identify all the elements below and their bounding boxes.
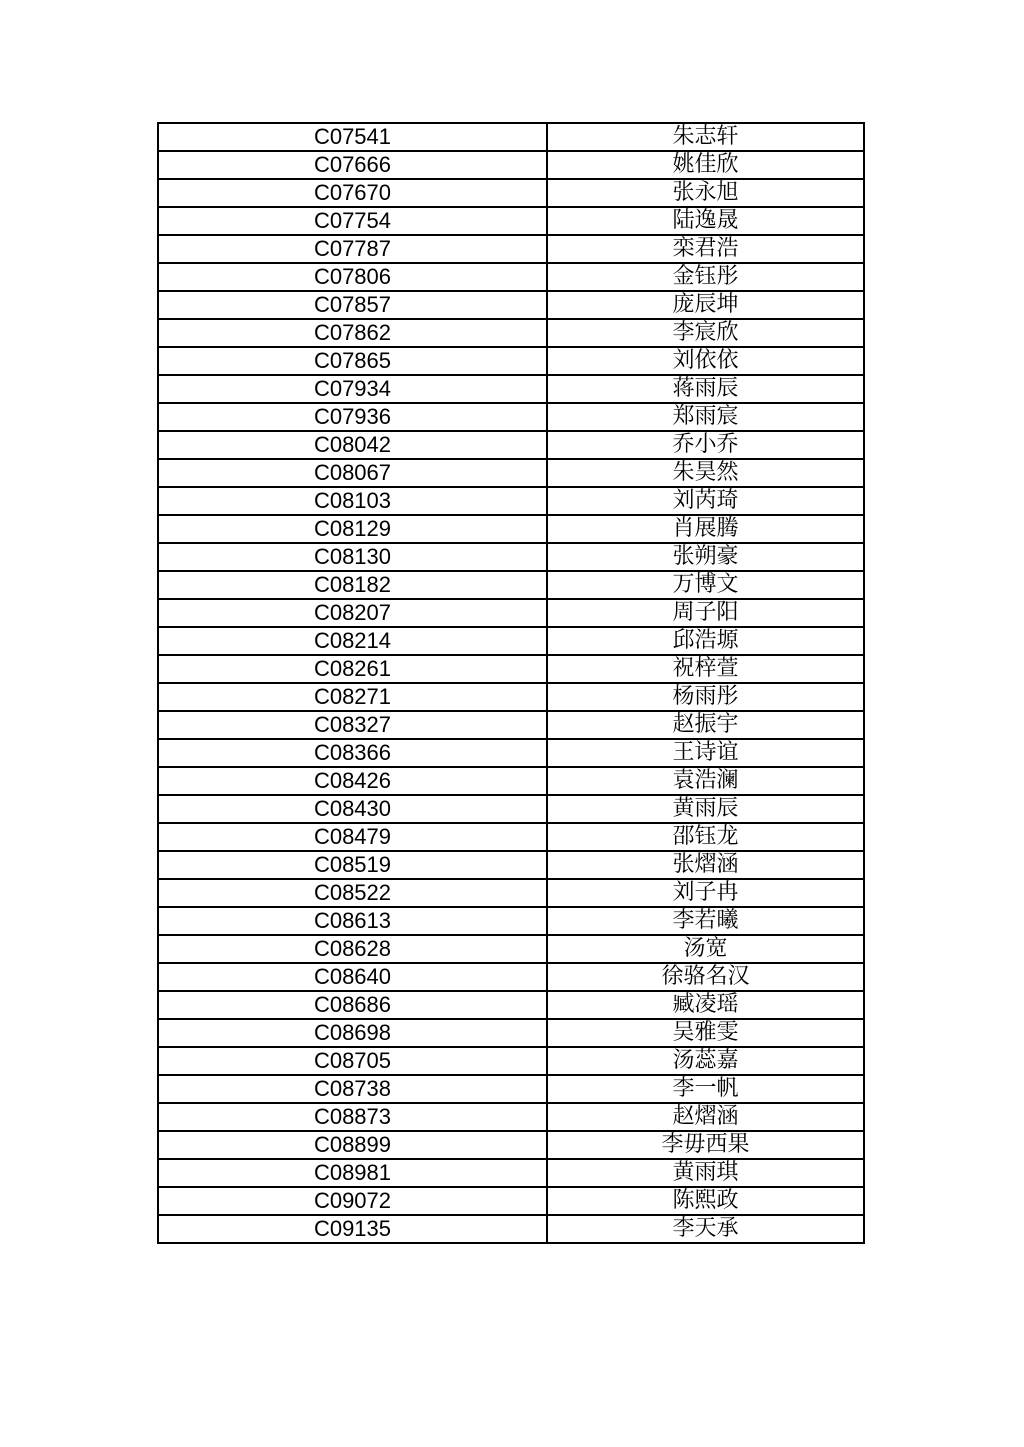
name-cell: 刘依依 xyxy=(547,347,864,375)
id-cell: C08738 xyxy=(158,1075,547,1103)
name-cell: 杨雨彤 xyxy=(547,683,864,711)
name-cell: 金钰彤 xyxy=(547,263,864,291)
name-cell: 万博文 xyxy=(547,571,864,599)
table-row xyxy=(158,291,864,319)
table-row xyxy=(158,655,864,683)
id-cell: C08042 xyxy=(158,431,547,459)
name-cell: 赵振宇 xyxy=(547,711,864,739)
name-cell: 李天承 xyxy=(547,1215,864,1243)
id-cell: C09135 xyxy=(158,1215,547,1243)
name-cell: 周子阳 xyxy=(547,599,864,627)
table-row xyxy=(158,739,864,767)
table-row xyxy=(158,1131,864,1159)
id-cell: C08067 xyxy=(158,459,547,487)
id-cell: C08698 xyxy=(158,1019,547,1047)
table-row xyxy=(158,403,864,431)
name-cell: 庞辰坤 xyxy=(547,291,864,319)
name-cell: 李若曦 xyxy=(547,907,864,935)
table-row xyxy=(158,179,864,207)
id-cell: C08640 xyxy=(158,963,547,991)
id-cell: C08899 xyxy=(158,1131,547,1159)
table-row xyxy=(158,487,864,515)
table-row xyxy=(158,263,864,291)
id-cell: C08182 xyxy=(158,571,547,599)
table-row xyxy=(158,1187,864,1215)
name-cell: 邵钰龙 xyxy=(547,823,864,851)
name-cell: 黄雨琪 xyxy=(547,1159,864,1187)
table-row xyxy=(158,375,864,403)
name-cell: 肖展腾 xyxy=(547,515,864,543)
name-cell: 李毋西果 xyxy=(547,1131,864,1159)
table-row xyxy=(158,1075,864,1103)
id-cell: C07936 xyxy=(158,403,547,431)
table-row xyxy=(158,1159,864,1187)
table-row xyxy=(158,683,864,711)
id-cell: C09072 xyxy=(158,1187,547,1215)
table-row xyxy=(158,795,864,823)
table-row xyxy=(158,823,864,851)
id-cell: C07862 xyxy=(158,319,547,347)
table-row xyxy=(158,1215,864,1243)
name-cell: 吴雅雯 xyxy=(547,1019,864,1047)
table-row xyxy=(158,123,864,151)
roster-table xyxy=(157,122,865,1244)
table-row xyxy=(158,207,864,235)
table-row xyxy=(158,599,864,627)
name-cell: 郑雨宸 xyxy=(547,403,864,431)
name-cell: 张熠涵 xyxy=(547,851,864,879)
table-row xyxy=(158,851,864,879)
table-row xyxy=(158,347,864,375)
id-cell: C08207 xyxy=(158,599,547,627)
table-row xyxy=(158,879,864,907)
table-row xyxy=(158,543,864,571)
id-cell: C08261 xyxy=(158,655,547,683)
id-cell: C08519 xyxy=(158,851,547,879)
id-cell: C07787 xyxy=(158,235,547,263)
id-cell: C07541 xyxy=(158,123,547,151)
name-cell: 刘子冉 xyxy=(547,879,864,907)
id-cell: C08981 xyxy=(158,1159,547,1187)
id-cell: C08873 xyxy=(158,1103,547,1131)
table-row xyxy=(158,991,864,1019)
id-cell: C07857 xyxy=(158,291,547,319)
id-cell: C08705 xyxy=(158,1047,547,1075)
table-row xyxy=(158,907,864,935)
id-cell: C08613 xyxy=(158,907,547,935)
name-cell: 邱浩塬 xyxy=(547,627,864,655)
name-cell: 徐骆名汉 xyxy=(547,963,864,991)
name-cell: 姚佳欣 xyxy=(547,151,864,179)
table-row xyxy=(158,711,864,739)
id-cell: C07670 xyxy=(158,179,547,207)
name-cell: 袁浩澜 xyxy=(547,767,864,795)
id-cell: C08522 xyxy=(158,879,547,907)
id-cell: C08327 xyxy=(158,711,547,739)
table-row xyxy=(158,151,864,179)
table-row xyxy=(158,767,864,795)
name-cell: 汤宽 xyxy=(547,935,864,963)
id-cell: C08686 xyxy=(158,991,547,1019)
name-cell: 陈熙政 xyxy=(547,1187,864,1215)
table-row xyxy=(158,627,864,655)
table-row xyxy=(158,1047,864,1075)
roster-table-body xyxy=(158,123,864,1243)
name-cell: 臧凌瑶 xyxy=(547,991,864,1019)
name-cell: 赵熠涵 xyxy=(547,1103,864,1131)
name-cell: 李宸欣 xyxy=(547,319,864,347)
id-cell: C08130 xyxy=(158,543,547,571)
name-cell: 张朔豪 xyxy=(547,543,864,571)
name-cell: 乔小乔 xyxy=(547,431,864,459)
name-cell: 陆逸晟 xyxy=(547,207,864,235)
id-cell: C07754 xyxy=(158,207,547,235)
table-row xyxy=(158,431,864,459)
id-cell: C07865 xyxy=(158,347,547,375)
id-cell: C08628 xyxy=(158,935,547,963)
table-row xyxy=(158,235,864,263)
name-cell: 刘芮琦 xyxy=(547,487,864,515)
id-cell: C07806 xyxy=(158,263,547,291)
id-cell: C08271 xyxy=(158,683,547,711)
table-row xyxy=(158,1103,864,1131)
table-row xyxy=(158,515,864,543)
table-row xyxy=(158,319,864,347)
id-cell: C08103 xyxy=(158,487,547,515)
name-cell: 蒋雨辰 xyxy=(547,375,864,403)
id-cell: C08129 xyxy=(158,515,547,543)
name-cell: 李一帆 xyxy=(547,1075,864,1103)
table-row xyxy=(158,459,864,487)
table-row xyxy=(158,1019,864,1047)
name-cell: 栾君浩 xyxy=(547,235,864,263)
id-cell: C07934 xyxy=(158,375,547,403)
name-cell: 朱志轩 xyxy=(547,123,864,151)
id-cell: C08214 xyxy=(158,627,547,655)
table-row xyxy=(158,963,864,991)
name-cell: 祝梓萱 xyxy=(547,655,864,683)
id-cell: C08366 xyxy=(158,739,547,767)
name-cell: 朱昊然 xyxy=(547,459,864,487)
table-row xyxy=(158,571,864,599)
table-row xyxy=(158,935,864,963)
name-cell: 黄雨辰 xyxy=(547,795,864,823)
id-cell: C08479 xyxy=(158,823,547,851)
id-cell: C08426 xyxy=(158,767,547,795)
id-cell: C07666 xyxy=(158,151,547,179)
name-cell: 张永旭 xyxy=(547,179,864,207)
name-cell: 汤蕊嘉 xyxy=(547,1047,864,1075)
id-cell: C08430 xyxy=(158,795,547,823)
name-cell: 王诗谊 xyxy=(547,739,864,767)
